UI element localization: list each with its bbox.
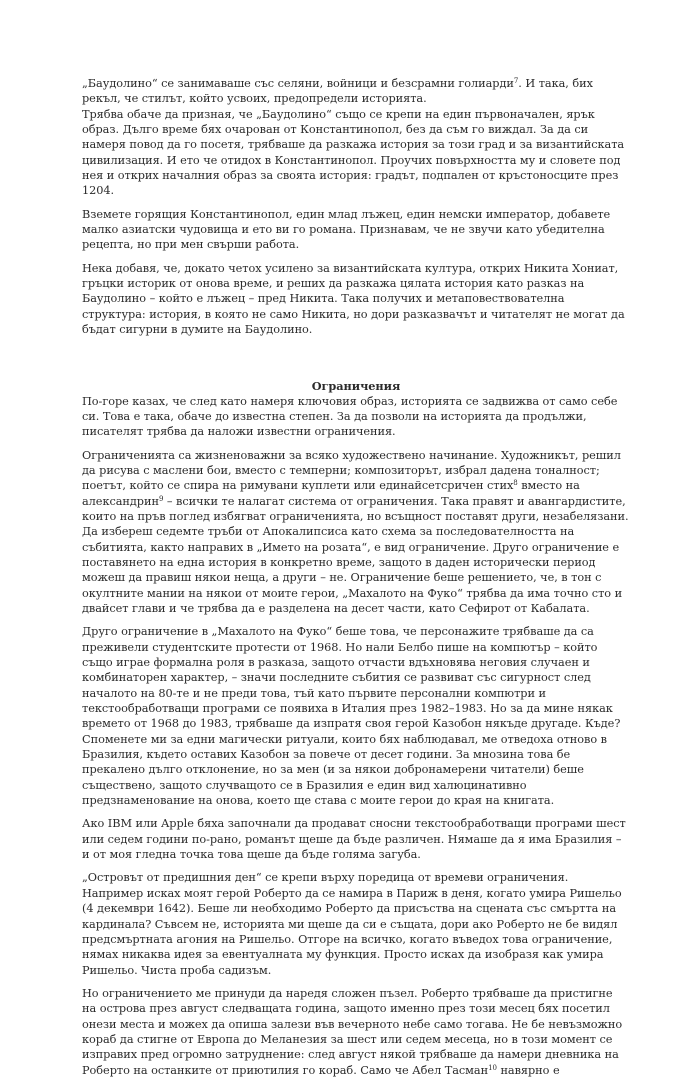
paragraph-6b: Да избереш седемте тръби от Апокалипсиса като схема за последователността на събитията, както направих в „Името на розата“, е вид ограничение. Друго ограничение е поставянето на една история в конкретно време, защото в даден исторически период можеш да правиш някои неща, а други – не. Ограничение беше решението, че, в тон с окултните мании на някои от моите герои, „Махалото на Фуко“ трябва да има точно сто и двайсет глави и че трябва да е разделена на десет части, като Сефирот от Кабалата. <box>82 525 623 615</box>
paragraph-2: Трябва обаче да призная, че „Баудолино“ също се крепи на един първоначален, ярък образ. Дълго време бях очарован от Константинопол, без да съм го виждал. За да си намеря повод да го посетя, трябваше да разкажа история за този град и за византийската цивилизация. И ето че отидох в Константинопол. Проучих повърхността му и словете под нея и открих началния образ за своята история: градът, подпален от кръстоносците през 1204. <box>82 107 625 198</box>
paragraph-text-tail: навярно е <box>496 1063 560 1077</box>
document-body <box>82 76 630 1078</box>
paragraph-9: „Островът от предишния ден“ се крепи върху поредица от времеви ограничения. Например исках моят герой Роберто да се намира в Париж в деня, когато умира Ришельо (4 декември 1642). Беше ли необходимо Роберто да присъства на сцената със смъртта на кардинала? Съвсем не, историята ми щеше да си е същата, дори ако Роберто не бе видял предсмъртната агония на Ришельо. Отгоре на всичко, когато въведох това ограничение, нямах никаква идея за евентуалната му функция. Просто исках да изобразя как умира Ришельо. Чиста проба садизъм. <box>82 871 622 977</box>
paragraph-text: Ограниченията са жизненоважни за всяко художествено начинание. Художникът, решил да рисува с маслени бои, вместо с темперни; композиторът, избрал дадена тоналност; поетът, който се спира на римувани куплети или единайсетсричен стих <box>82 448 621 493</box>
paragraph-3: Вземете горящия Константинопол, един млад лъжец, един немски император, добавете малко азиатски чудовища и ето ви го романа. Признавам, че не звучи като убедителна рецепта, но при мен свърши работа. <box>82 207 611 252</box>
paragraph-text-tail: . И така, бих рекъл, че стилът, който усвоих, предопредели историята. <box>82 77 593 106</box>
paragraph-text-mid: вместо на александрин <box>82 479 580 508</box>
paragraph-5: По-горе казах, че след като намеря ключовия образ, историята се задвижва от само себе си. Това е така, обаче до известна степен. За да позволи на историята да продължи, писателят трябва да наложи известни ограничения. <box>82 394 618 439</box>
footnote-ref-8[interactable]: 8 <box>513 479 518 488</box>
footnote-ref-7[interactable]: 7 <box>513 77 519 85</box>
paragraph-text-tail: – всички те налагат система от ограничения. Така правят и авангардистите, които на пръв поглед избягват ограниченията, но всъщност поставят други, незабелязани. <box>82 494 629 523</box>
section-heading: Ограничения <box>311 378 401 393</box>
paragraph-text: Но ограничението ме принуди да наредя сложен пъзел. Роберто трябваше да пристигне на острова през август следващата година, защото именно през този месец бях посетил онези места и можех да опиша залези във вечерното небе само тогава. Не бе невъзможно кораб да стигне от Европа до Меланезия за шест или седем месеца, но в този момент се изправих пред огромно затруднение: след август някой трябваше да намери дневника на Роберто на останките от приютилия го кораб. Само че Абел Тасман <box>82 986 623 1077</box>
paragraph-7: Друго ограничение в „Махалото на Фуко“ беше това, че персонажите трябваше да са преживели студентските протести от 1968. Но нали Белбо пише на компютър – който също играе формална роля в разказа, защото отчасти вдъхновява неговия случаен и комбинаторен характер, – значи последните събития се развиват със сигурност след началото на 80-те и не преди това, тъй като първите персонални компютри и текстообработващи програми се появиха в Италия през 1982–1983. Но за да мине някак времето от 1968 до 1983, трябваше да изпратя своя герой Казобон някъде другаде. Къде? Споменете ми за едни магически ритуали, които бях наблюдавал, ме отведоха отново в Бразилия, където оставих Казобон за повече от десет години. За мнозина това бе прекалено дълго отклонение, но за мен (и за някои добронамерени читатели) беше съществено, защото случващото се в Бразилия е един вид халюцинативно предзнаменование на онова, което ще става с моите герои до края на книгата. <box>82 625 621 808</box>
footnote-ref-9[interactable]: 9 <box>158 494 164 503</box>
paragraph-8: Ако IBM или Apple бяха започнали да продават сносни текстообработващи програми шест или седем години по-рано, романът щеше да бъде различен. Нямаше да я има Бразилия – и от моя гледна точка това щеше да бъде голяма загуба. <box>82 817 626 862</box>
paragraph-4: Нека добавя, че, докато четох усилено за византийската култура, открих Никита Хониат, гръцки историк от онова време, и реших да разкажа цялата история като разказ на Баудолино – който е лъжец – пред Никита. Така получих и метаповествователна структура: история, в която не само Никита, но дори разказвачът и читателят не могат да бъдат сигурни в думите на Баудолино. <box>82 261 625 337</box>
paragraph-1 <box>82 76 630 107</box>
paragraph-text: „Баудолино“ се занимаваше със селяни, войници и безсрамни голиарди <box>82 77 514 90</box>
paragraph-10 <box>82 986 630 1078</box>
paragraph-6a <box>82 448 630 525</box>
footnote-ref-10[interactable]: 10 <box>488 1063 497 1072</box>
